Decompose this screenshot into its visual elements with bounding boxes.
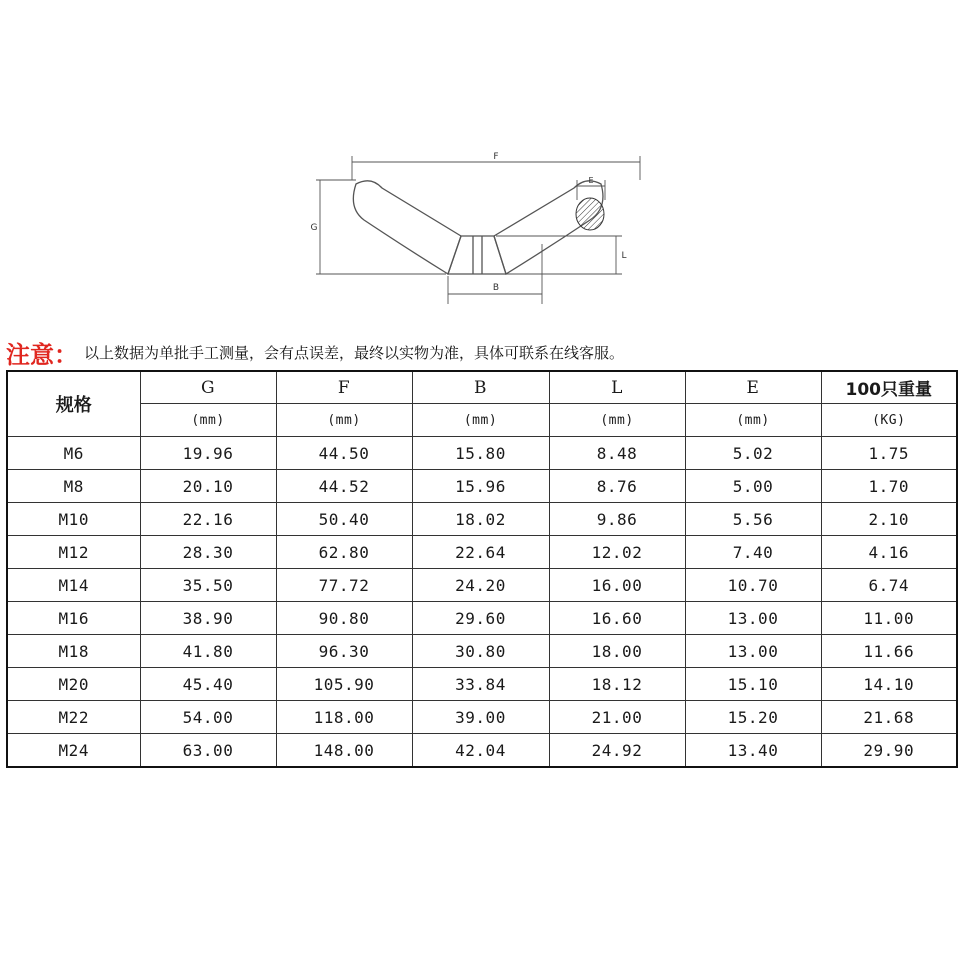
value-cell: 96.30 bbox=[276, 635, 412, 668]
value-cell: 24.20 bbox=[412, 569, 549, 602]
measurement-note bbox=[6, 334, 956, 370]
value-cell: 30.80 bbox=[412, 635, 549, 668]
note-label: 注意： bbox=[6, 340, 78, 369]
table-header-row bbox=[7, 371, 957, 404]
value-cell: 22.16 bbox=[140, 503, 276, 536]
unit-b: (mm) bbox=[412, 404, 549, 437]
unit-f: (mm) bbox=[276, 404, 412, 437]
value-cell: 2.10 bbox=[821, 503, 957, 536]
value-cell: 148.00 bbox=[276, 734, 412, 768]
col-header-e: E bbox=[685, 371, 821, 404]
value-cell: 38.90 bbox=[140, 602, 276, 635]
value-cell: 24.92 bbox=[549, 734, 685, 768]
value-cell: 5.02 bbox=[685, 437, 821, 470]
value-cell: 1.70 bbox=[821, 470, 957, 503]
table-row bbox=[7, 536, 957, 569]
value-cell: 15.10 bbox=[685, 668, 821, 701]
value-cell: 63.00 bbox=[140, 734, 276, 768]
value-cell: 22.64 bbox=[412, 536, 549, 569]
value-cell: 44.50 bbox=[276, 437, 412, 470]
value-cell: 16.60 bbox=[549, 602, 685, 635]
value-cell: 18.02 bbox=[412, 503, 549, 536]
value-cell: 14.10 bbox=[821, 668, 957, 701]
table-row bbox=[7, 635, 957, 668]
spec-cell: M10 bbox=[7, 503, 140, 536]
spec-table-body bbox=[7, 437, 957, 768]
table-row bbox=[7, 668, 957, 701]
value-cell: 29.60 bbox=[412, 602, 549, 635]
value-cell: 8.48 bbox=[549, 437, 685, 470]
value-cell: 105.90 bbox=[276, 668, 412, 701]
value-cell: 29.90 bbox=[821, 734, 957, 768]
value-cell: 45.40 bbox=[140, 668, 276, 701]
unit-e: (mm) bbox=[685, 404, 821, 437]
dim-label-l: L bbox=[621, 251, 627, 261]
value-cell: 15.96 bbox=[412, 470, 549, 503]
table-unit-row bbox=[7, 404, 957, 437]
value-cell: 20.10 bbox=[140, 470, 276, 503]
spec-cell: M12 bbox=[7, 536, 140, 569]
value-cell: 33.84 bbox=[412, 668, 549, 701]
col-header-l: L bbox=[549, 371, 685, 404]
value-cell: 19.96 bbox=[140, 437, 276, 470]
value-cell: 5.00 bbox=[685, 470, 821, 503]
unit-g: (mm) bbox=[140, 404, 276, 437]
value-cell: 13.00 bbox=[685, 602, 821, 635]
value-cell: 21.68 bbox=[821, 701, 957, 734]
col-header-b: B bbox=[412, 371, 549, 404]
spec-cell: M20 bbox=[7, 668, 140, 701]
spec-cell: M24 bbox=[7, 734, 140, 768]
value-cell: 54.00 bbox=[140, 701, 276, 734]
wing-nut-drawing bbox=[296, 148, 656, 308]
value-cell: 28.30 bbox=[140, 536, 276, 569]
value-cell: 4.16 bbox=[821, 536, 957, 569]
value-cell: 5.56 bbox=[685, 503, 821, 536]
value-cell: 12.02 bbox=[549, 536, 685, 569]
value-cell: 50.40 bbox=[276, 503, 412, 536]
table-row bbox=[7, 569, 957, 602]
value-cell: 39.00 bbox=[412, 701, 549, 734]
value-cell: 11.66 bbox=[821, 635, 957, 668]
value-cell: 11.00 bbox=[821, 602, 957, 635]
col-header-weight: 100只重量 bbox=[821, 371, 957, 404]
table-row bbox=[7, 701, 957, 734]
dim-label-e: E bbox=[588, 176, 594, 185]
value-cell: 35.50 bbox=[140, 569, 276, 602]
value-cell: 41.80 bbox=[140, 635, 276, 668]
value-cell: 18.12 bbox=[549, 668, 685, 701]
value-cell: 15.20 bbox=[685, 701, 821, 734]
col-header-g: G bbox=[140, 371, 276, 404]
value-cell: 77.72 bbox=[276, 569, 412, 602]
value-cell: 90.80 bbox=[276, 602, 412, 635]
spec-cell: M16 bbox=[7, 602, 140, 635]
value-cell: 118.00 bbox=[276, 701, 412, 734]
spec-cell: M22 bbox=[7, 701, 140, 734]
note-text: 以上数据为单批手工测量，会有点误差，最终以实物为准，具体可联系在线客服。 bbox=[84, 343, 625, 362]
col-header-f: F bbox=[276, 371, 412, 404]
value-cell: 6.74 bbox=[821, 569, 957, 602]
unit-l: (mm) bbox=[549, 404, 685, 437]
spec-table bbox=[6, 370, 958, 768]
value-cell: 44.52 bbox=[276, 470, 412, 503]
dim-label-b: B bbox=[492, 283, 500, 293]
table-row bbox=[7, 734, 957, 768]
spec-column-header: 规格 bbox=[7, 371, 140, 437]
value-cell: 8.76 bbox=[549, 470, 685, 503]
value-cell: 15.80 bbox=[412, 437, 549, 470]
dim-label-g: G bbox=[310, 223, 318, 233]
wing-nut-diagram bbox=[296, 148, 656, 308]
value-cell: 7.40 bbox=[685, 536, 821, 569]
table-row bbox=[7, 602, 957, 635]
value-cell: 10.70 bbox=[685, 569, 821, 602]
value-cell: 13.00 bbox=[685, 635, 821, 668]
table-row bbox=[7, 437, 957, 470]
value-cell: 21.00 bbox=[549, 701, 685, 734]
value-cell: 42.04 bbox=[412, 734, 549, 768]
value-cell: 13.40 bbox=[685, 734, 821, 768]
spec-cell: M8 bbox=[7, 470, 140, 503]
spec-cell: M14 bbox=[7, 569, 140, 602]
value-cell: 9.86 bbox=[549, 503, 685, 536]
unit-weight: (KG) bbox=[821, 404, 957, 437]
value-cell: 16.00 bbox=[549, 569, 685, 602]
value-cell: 1.75 bbox=[821, 437, 957, 470]
value-cell: 62.80 bbox=[276, 536, 412, 569]
dim-label-f: F bbox=[493, 152, 499, 162]
value-cell: 18.00 bbox=[549, 635, 685, 668]
spec-cell: M6 bbox=[7, 437, 140, 470]
spec-cell: M18 bbox=[7, 635, 140, 668]
table-row bbox=[7, 470, 957, 503]
table-row bbox=[7, 503, 957, 536]
